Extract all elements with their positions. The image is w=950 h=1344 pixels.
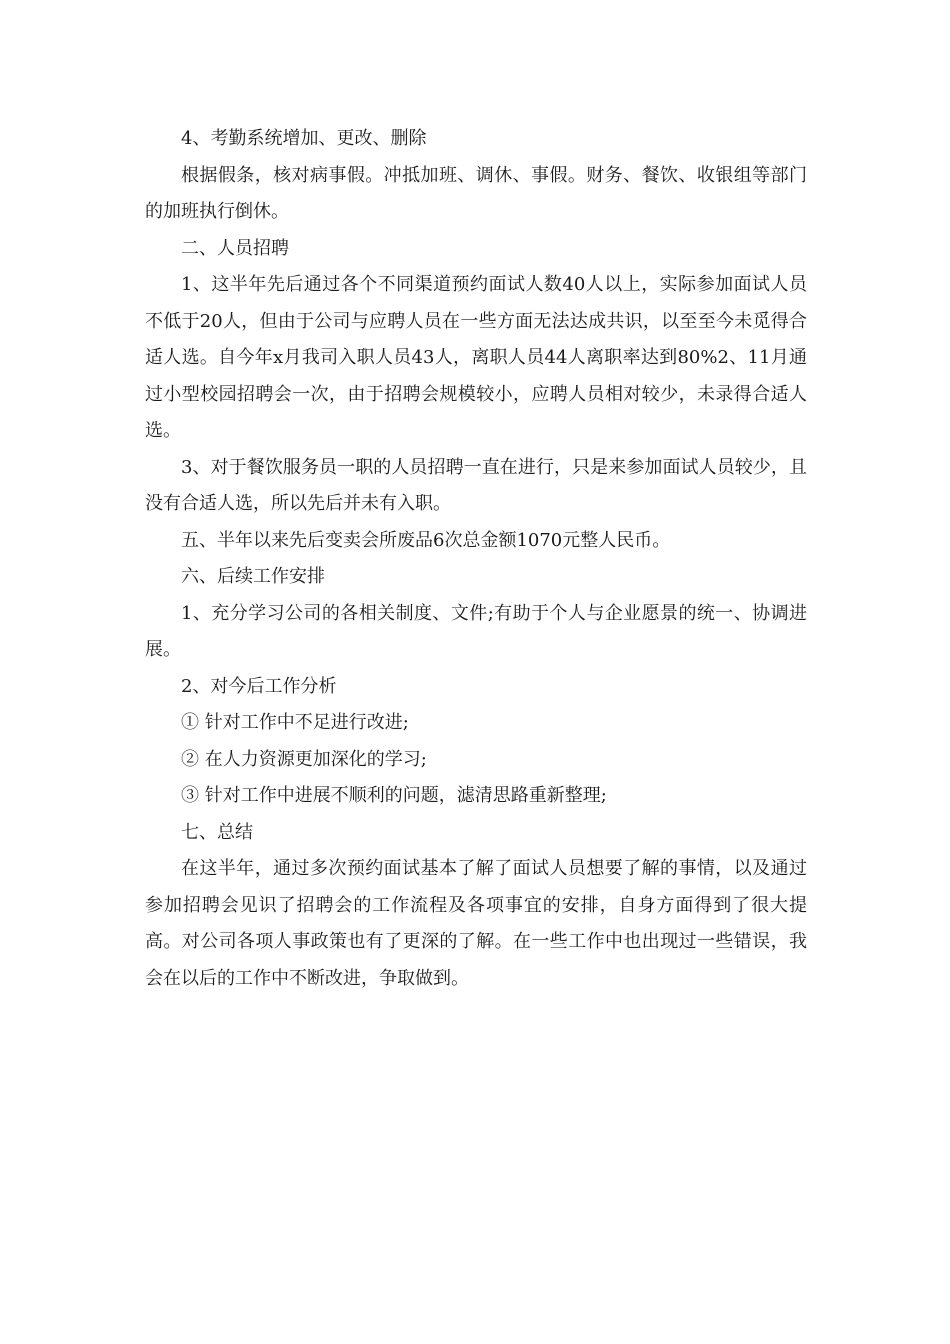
paragraph-recruitment-summary: 1、这半年先后通过各个不同渠道预约面试人数40人以上，实际参加面试人员不低于20人，但由于公司与应聘人员在一些方面无法达成共识，以至至今未觅得合适人选。自今年x月我司入职人员43人，离职人员44人离职率达到80%2、11月通过小型校园招聘会一次，由于招聘会规模较小，应聘人员相对较少，未录得合适人选。	[145, 274, 807, 441]
heading-attendance-system: 4、考勤系统增加、更改、删除	[181, 128, 427, 149]
heading-summary: 七、总结	[181, 821, 253, 843]
list-item-reorganize-thinking: ③ 针对工作中进展不顺利的问题，滤清思路重新整理;	[181, 785, 607, 806]
list-item-improve-shortcomings: ① 针对工作中不足进行改进;	[181, 712, 409, 733]
heading-recruitment: 二、人员招聘	[181, 237, 289, 259]
heading-follow-up-plan: 六、后续工作安排	[181, 566, 325, 587]
paragraph-waste-sales: 五、半年以来先后变卖会所废品6次总金额1070元整人民币。	[181, 529, 671, 551]
document-body	[145, 121, 807, 997]
heading-future-analysis: 2、对今后工作分析	[181, 675, 337, 697]
paragraph-study-policies: 1、充分学习公司的各相关制度、文件;有助于个人与企业愿景的统一、协调进展。	[145, 602, 807, 660]
paragraph-leave-verification: 根据假条，核对病事假。冲抵加班、调休、事假。财务、餐饮、收银组等部门的加班执行倒休。	[145, 164, 807, 222]
paragraph-catering-recruitment: 3、对于餐饮服务员一职的人员招聘一直在进行，只是来参加面试人员较少，且没有合适人选，所以先后并未有入职。	[145, 456, 807, 514]
list-item-deepen-learning: ② 在人力资源更加深化的学习;	[181, 748, 427, 770]
paragraph-summary: 在这半年，通过多次预约面试基本了解了面试人员想要了解的事情，以及通过参加招聘会见识了招聘会的工作流程及各项事宜的安排，自身方面得到了很大提高。对公司各项人事政策也有了更深的了解。在一些工作中也出现过一些错误，我会在以后的工作中不断改进，争取做到。	[145, 858, 807, 989]
